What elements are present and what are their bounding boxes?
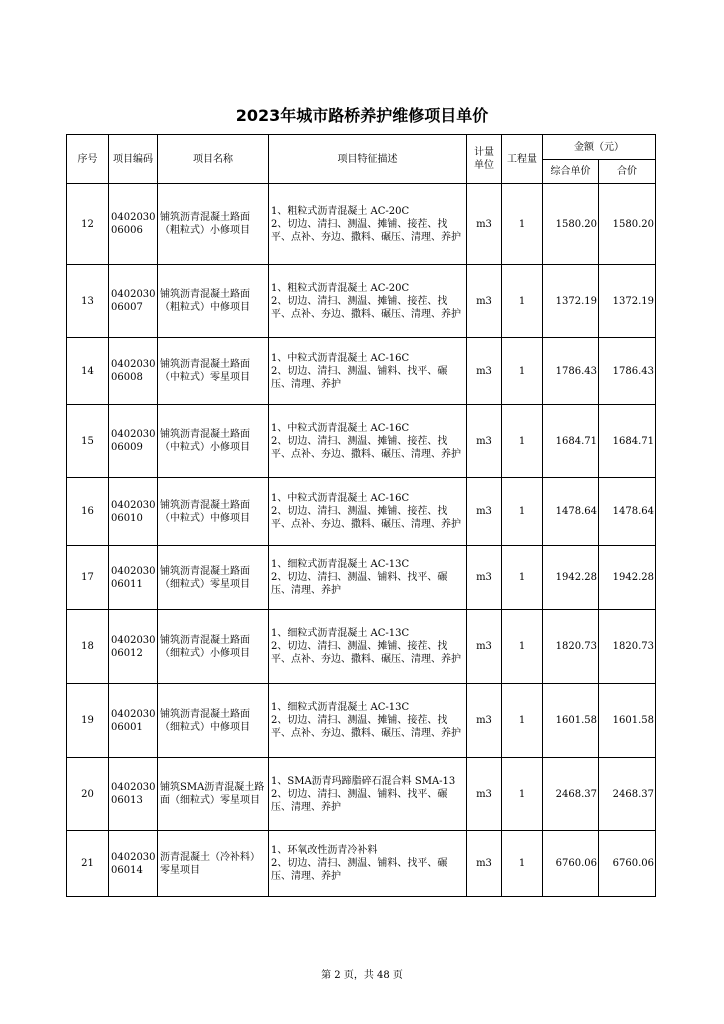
row-code: 040203006007 — [109, 265, 158, 338]
row-desc: 1、粗粒式沥青混凝土 AC-20C 2、切边、清扫、测温、摊铺、接茬、找平、点补、夯边、撒料、碾压、清理、养护 — [269, 265, 467, 338]
header-unit — [467, 135, 502, 184]
row-unit-price: 1942.28 — [543, 546, 599, 610]
row-code: 040203006009 — [109, 405, 158, 478]
row-seq: 20 — [67, 758, 109, 831]
table-row — [67, 184, 656, 265]
row-seq: 18 — [67, 610, 109, 684]
row-qty: 1 — [502, 831, 543, 897]
row-total: 1478.64 — [599, 478, 656, 546]
row-unit-price: 1478.64 — [543, 478, 599, 546]
row-total: 1786.43 — [599, 338, 656, 405]
table-row — [67, 265, 656, 338]
header-unit-price: 综合单价 — [543, 160, 599, 184]
row-unit: m3 — [467, 684, 502, 758]
row-unit: m3 — [467, 184, 502, 265]
header-seq: 序号 — [67, 135, 109, 184]
row-name: 铺筑沥青混凝土路面（粗粒式）小修项目 — [158, 184, 269, 265]
row-qty: 1 — [502, 758, 543, 831]
row-total: 6760.06 — [599, 831, 656, 897]
row-qty: 1 — [502, 546, 543, 610]
row-total: 1372.19 — [599, 265, 656, 338]
row-qty: 1 — [502, 265, 543, 338]
row-unit: m3 — [467, 265, 502, 338]
row-total: 1580.20 — [599, 184, 656, 265]
document-title: 2023年城市路桥养护维修项目单价 — [235, 106, 489, 125]
row-seq: 15 — [67, 405, 109, 478]
row-desc: 1、环氧改性沥青冷补料 2、切边、清扫、测温、铺料、找平、碾压、清理、养护 — [269, 831, 467, 897]
header-qty: 工程量 — [502, 135, 543, 184]
row-code: 040203006006 — [109, 184, 158, 265]
table-row — [67, 610, 656, 684]
unit-price-table — [66, 134, 656, 897]
header-name: 项目名称 — [158, 135, 269, 184]
row-code: 040203006011 — [109, 546, 158, 610]
page-footer: 第 2 页，共 48 页 — [321, 970, 403, 981]
row-desc: 1、细粒式沥青混凝土 AC-13C 2、切边、清扫、测温、铺料、找平、碾压、清理、养护 — [269, 546, 467, 610]
row-qty: 1 — [502, 610, 543, 684]
header-total: 合价 — [599, 160, 656, 184]
row-seq: 12 — [67, 184, 109, 265]
row-name: 铺筑沥青混凝土路面（中粒式）中修项目 — [158, 478, 269, 546]
row-desc: 1、中粒式沥青混凝土 AC-16C 2、切边、清扫、测温、摊铺、接茬、找平、点补、夯边、撒料、碾压、清理、养护 — [269, 405, 467, 478]
row-unit-price: 6760.06 — [543, 831, 599, 897]
row-total: 1684.71 — [599, 405, 656, 478]
row-seq: 16 — [67, 478, 109, 546]
row-desc: 1、细粒式沥青混凝土 AC-13C 2、切边、清扫、测温、摊铺、接茬、找平、点补、夯边、撒料、碾压、清理、养护 — [269, 610, 467, 684]
row-unit-price: 1580.20 — [543, 184, 599, 265]
header-amount: 金额（元） — [543, 135, 656, 160]
header-unit-text: 计量单位 — [474, 147, 494, 171]
row-total: 1601.58 — [599, 684, 656, 758]
row-name: 铺筑沥青混凝土路面（中粒式）小修项目 — [158, 405, 269, 478]
header-desc: 项目特征描述 — [269, 135, 467, 184]
row-name: 铺筑SMA沥青混凝土路面（细粒式）零星项目 — [158, 758, 269, 831]
row-code: 040203006001 — [109, 684, 158, 758]
table-row — [67, 758, 656, 831]
row-desc: 1、中粒式沥青混凝土 AC-16C 2、切边、清扫、测温、铺料、找平、碾压、清理、养护 — [269, 338, 467, 405]
row-unit-price: 2468.37 — [543, 758, 599, 831]
row-desc: 1、中粒式沥青混凝土 AC-16C 2、切边、清扫、测温、摊铺、接茬、找平、点补、夯边、撒料、碾压、清理、养护 — [269, 478, 467, 546]
row-total: 2468.37 — [599, 758, 656, 831]
row-unit: m3 — [467, 831, 502, 897]
table-row — [67, 684, 656, 758]
row-unit: m3 — [467, 478, 502, 546]
row-name: 铺筑沥青混凝土路面（中粒式）零星项目 — [158, 338, 269, 405]
row-unit: m3 — [467, 758, 502, 831]
row-unit-price: 1601.58 — [543, 684, 599, 758]
row-qty: 1 — [502, 684, 543, 758]
row-qty: 1 — [502, 184, 543, 265]
row-desc: 1、粗粒式沥青混凝土 AC-20C 2、切边、清扫、测温、摊铺、接茬、找平、点补、夯边、撒料、碾压、清理、养护 — [269, 184, 467, 265]
row-qty: 1 — [502, 338, 543, 405]
row-name: 铺筑沥青混凝土路面（细粒式）零星项目 — [158, 546, 269, 610]
row-unit: m3 — [467, 405, 502, 478]
row-seq: 13 — [67, 265, 109, 338]
table-row — [67, 831, 656, 897]
row-code: 040203006014 — [109, 831, 158, 897]
row-name: 铺筑沥青混凝土路面（粗粒式）中修项目 — [158, 265, 269, 338]
row-unit: m3 — [467, 546, 502, 610]
row-name: 铺筑沥青混凝土路面（细粒式）小修项目 — [158, 610, 269, 684]
row-code: 040203006013 — [109, 758, 158, 831]
row-name: 沥青混凝土（冷补料）零星项目 — [158, 831, 269, 897]
header-code: 项目编码 — [109, 135, 158, 184]
row-unit: m3 — [467, 338, 502, 405]
row-name: 铺筑沥青混凝土路面（细粒式）中修项目 — [158, 684, 269, 758]
row-unit-price: 1372.19 — [543, 265, 599, 338]
row-unit-price: 1684.71 — [543, 405, 599, 478]
row-unit-price: 1786.43 — [543, 338, 599, 405]
row-code: 040203006008 — [109, 338, 158, 405]
table-row — [67, 478, 656, 546]
row-seq: 14 — [67, 338, 109, 405]
row-desc: 1、SMA沥青玛蹄脂碎石混合料 SMA-13 2、切边、清扫、测温、铺料、找平、碾压、清理、养护 — [269, 758, 467, 831]
row-total: 1942.28 — [599, 546, 656, 610]
table-row — [67, 546, 656, 610]
row-seq: 17 — [67, 546, 109, 610]
row-unit-price: 1820.73 — [543, 610, 599, 684]
table-row — [67, 405, 656, 478]
row-total: 1820.73 — [599, 610, 656, 684]
row-unit: m3 — [467, 610, 502, 684]
row-seq: 21 — [67, 831, 109, 897]
row-seq: 19 — [67, 684, 109, 758]
row-code: 040203006012 — [109, 610, 158, 684]
table-row — [67, 338, 656, 405]
row-qty: 1 — [502, 405, 543, 478]
row-desc: 1、细粒式沥青混凝土 AC-13C 2、切边、清扫、测温、摊铺、接茬、找平、点补、夯边、撒料、碾压、清理、养护 — [269, 684, 467, 758]
row-code: 040203006010 — [109, 478, 158, 546]
row-qty: 1 — [502, 478, 543, 546]
